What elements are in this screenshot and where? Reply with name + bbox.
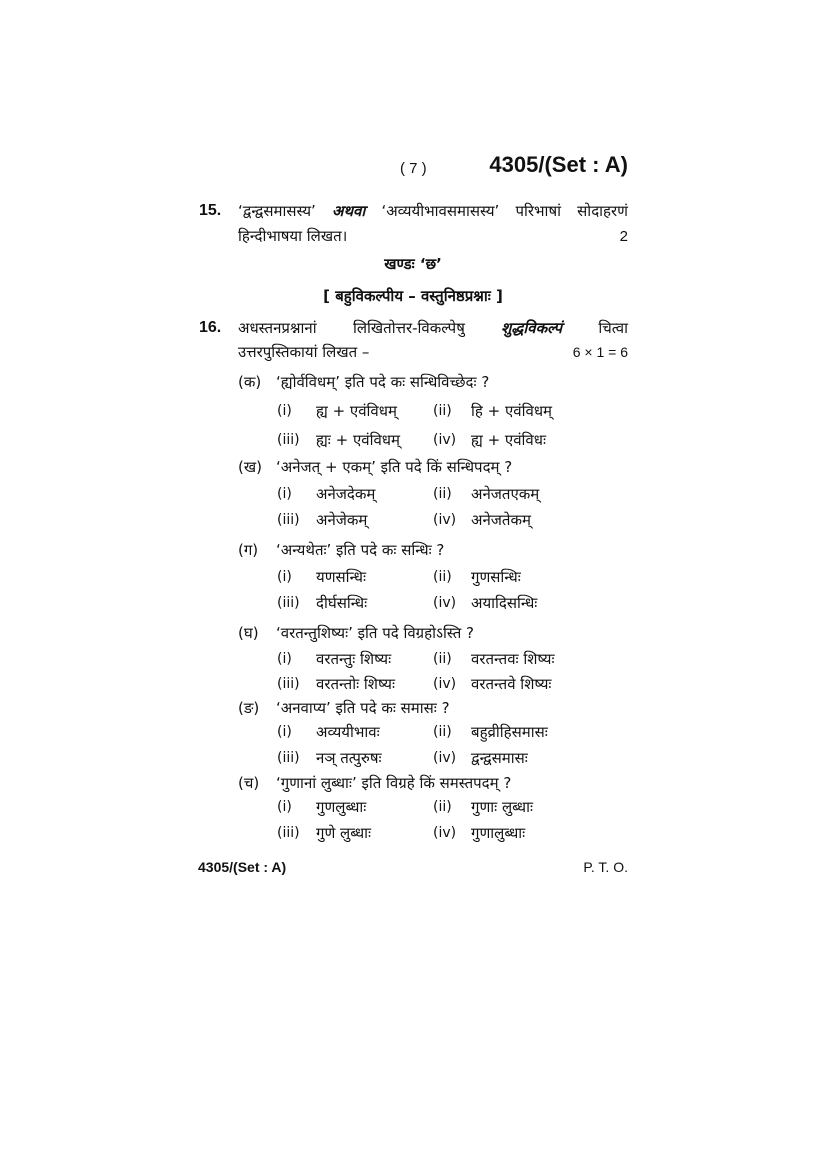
paper-code-footer: 4305/(Set : A) [198, 859, 287, 875]
option-text: हि + एवंविधम् [471, 402, 553, 420]
q16-word: अधस्तनप्रश्नानां [238, 319, 317, 337]
option-text: गुणालुब्धाः [471, 824, 526, 842]
option-text: अनेजदेकम् [316, 485, 376, 503]
option-number: (ii) [433, 724, 452, 740]
option-text: नञ् तत्पुरुषः [316, 749, 382, 767]
question-16-line-1 [238, 318, 628, 338]
option-number: (iii) [277, 595, 300, 611]
option-text: अव्ययीभावः [316, 723, 380, 741]
option-number: (iii) [277, 432, 300, 448]
option-number: (i) [277, 569, 292, 585]
option-number: (iii) [277, 512, 300, 528]
option-text: अनेजतेकम् [471, 511, 531, 529]
option-text: द्वन्द्वसमासः [471, 749, 528, 767]
q16-word-emphasis: शुद्धविकल्पं [501, 319, 563, 337]
q15-word: परिभाषां [515, 202, 561, 220]
option-number: (i) [277, 799, 292, 815]
option-number: (iv) [433, 825, 457, 841]
q15-word-atha: अथवा [331, 202, 366, 220]
q15-word: ‘द्वन्द्वसमासस्य’ [238, 202, 316, 220]
option-text: गुणे लुब्धाः [316, 824, 372, 842]
option-text: वरतन्तुः शिष्यः [316, 650, 392, 668]
subquestion-text: ‘अनवाप्य’ इति पदे कः समासः ? [276, 699, 450, 717]
subquestion-text: ‘अनेजत् + एकम्’ इति पदे किं सन्धिपदम् ? [276, 458, 513, 476]
question-16-marks: 6 × 1 = 6 [572, 344, 628, 360]
question-15-marks: 2 [619, 228, 628, 245]
option-text: यणसन्धिः [316, 568, 366, 586]
option-number: (iii) [277, 676, 300, 692]
option-number: (iv) [433, 512, 457, 528]
question-16-line-2: उत्तरपुस्तिकायां लिखत – [238, 343, 370, 361]
q16-word: चित्वा [598, 319, 628, 337]
question-15-number: 15. [199, 202, 222, 219]
option-text: दीर्घसन्धिः [316, 594, 368, 612]
section-subtitle: [ बहुविकल्पीय – वस्तुनिष्ठप्रश्नाः ] [323, 287, 503, 305]
option-number: (iv) [433, 750, 457, 766]
option-text: ह्य + एवंविधः [471, 431, 547, 449]
option-number: (iii) [277, 750, 300, 766]
option-number: (ii) [433, 651, 452, 667]
option-text: अनेजतएकम् [471, 485, 540, 503]
subquestion-text: ‘अन्यथेतः’ इति पदे कः सन्धिः ? [276, 541, 445, 559]
option-number: (iv) [433, 432, 457, 448]
subquestion-label: (ग) [238, 541, 259, 559]
option-number: (iv) [433, 595, 457, 611]
question-16-number: 16. [199, 319, 222, 336]
option-text: बहुव्रीहिसमासः [471, 723, 548, 741]
option-text: वरतन्तवे शिष्यः [471, 675, 552, 693]
option-text: वरतन्तोः शिष्यः [316, 675, 396, 693]
option-number: (ii) [433, 403, 452, 419]
subquestion-label: (च) [238, 774, 260, 792]
subquestion-label: (ख) [238, 458, 262, 476]
option-number: (i) [277, 486, 292, 502]
option-number: (iii) [277, 825, 300, 841]
q15-word: सोदाहरणं [577, 202, 628, 220]
option-text: गुणसन्धिः [471, 568, 521, 586]
question-15-line-1 [238, 201, 628, 221]
subquestion-label: (ङ) [238, 699, 260, 717]
option-text: ह्यः + एवंविधम् [316, 431, 400, 449]
section-title: खण्डः ‘छ’ [384, 255, 442, 273]
q15-word: ‘अव्ययीभावसमासस्य’ [381, 202, 500, 220]
pto-label: P. T. O. [583, 859, 628, 875]
option-number: (i) [277, 724, 292, 740]
option-text: वरतन्तवः शिष्यः [471, 650, 555, 668]
option-text: अयादिसन्धिः [471, 594, 538, 612]
option-text: अनेजेकम् [316, 511, 368, 529]
option-number: (ii) [433, 799, 452, 815]
option-number: (i) [277, 651, 292, 667]
subquestion-text: ‘ह्योर्वविधम्’ इति पदे कः सन्धिविच्छेदः ? [276, 373, 490, 391]
option-text: गुणाः लुब्धाः [471, 798, 533, 816]
subquestion-label: (घ) [238, 624, 259, 642]
page-number: ( 7 ) [400, 160, 427, 177]
q16-word: लिखितोत्तर-विकल्पेषु [352, 319, 465, 337]
option-text: गुणलुब्धाः [316, 798, 367, 816]
question-15-line-2: हिन्दीभाषया लिखत। [238, 227, 348, 245]
option-number: (i) [277, 403, 292, 419]
option-text: ह्य + एवंविधम् [316, 402, 397, 420]
subquestion-text: ‘गुणानां लुब्धाः’ इति विग्रहे किं समस्तपदम् ? [276, 774, 512, 792]
subquestion-label: (क) [238, 373, 262, 391]
option-number: (ii) [433, 569, 452, 585]
option-number: (iv) [433, 676, 457, 692]
option-number: (ii) [433, 486, 452, 502]
paper-code-header: 4305/(Set : A) [489, 152, 628, 177]
subquestion-text: ‘वरतन्तुशिष्यः’ इति पदे विग्रहोऽस्ति ? [276, 624, 475, 642]
